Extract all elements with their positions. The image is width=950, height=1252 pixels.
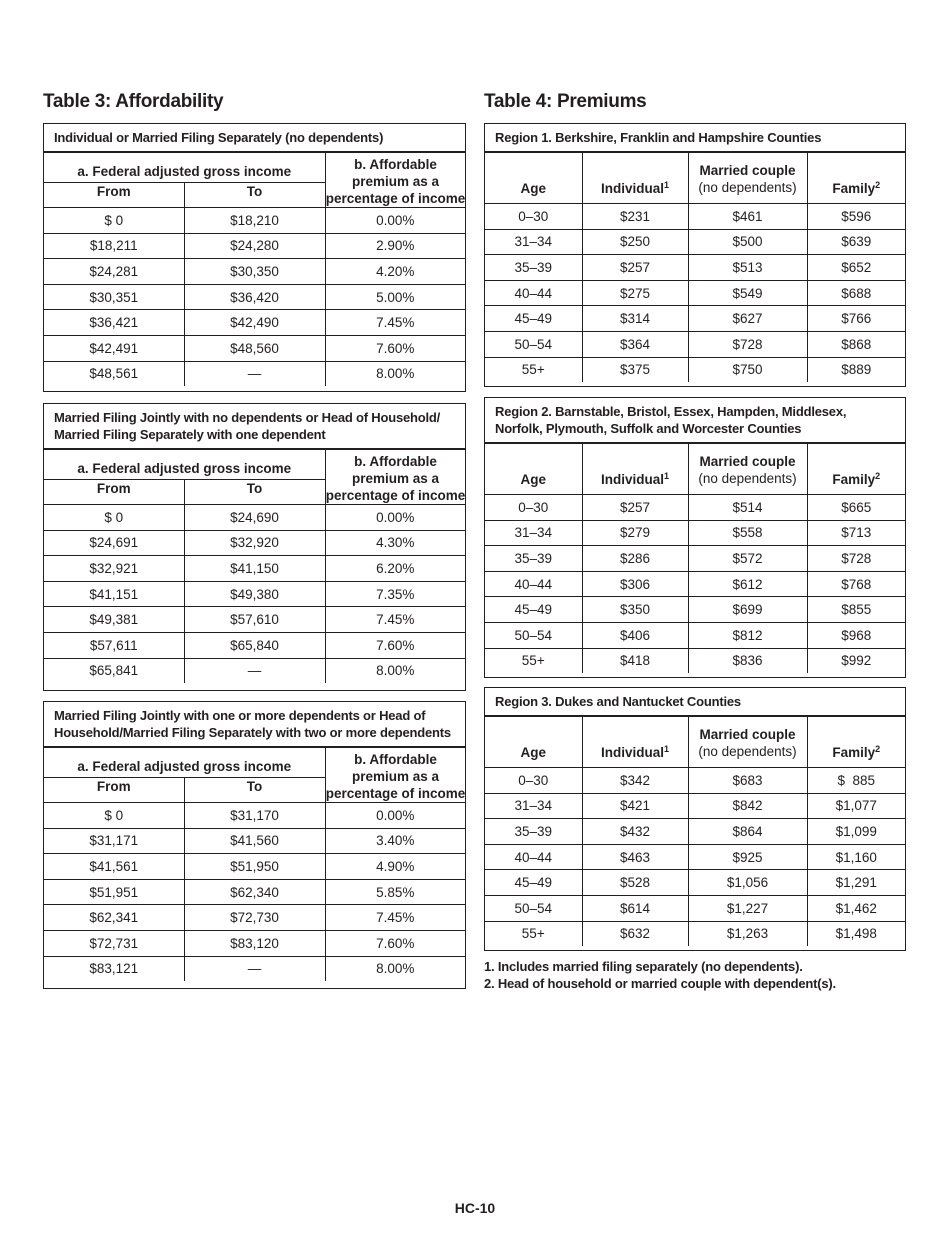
family-header [807,153,905,204]
individual-cell: $231 [582,204,688,230]
from-cell: $57,611 [44,632,184,658]
pct-cell: 8.00% [325,361,465,386]
table-row [44,335,465,361]
individual-cell: $314 [582,306,688,332]
pct-cell: 4.30% [325,530,465,556]
from-header: From [44,480,184,505]
to-header: To [184,183,325,208]
family-cell: $652 [807,255,905,281]
table-row [485,648,905,673]
family-cell: $992 [807,648,905,673]
region-title: Region 2. Barnstable, Bristol, Essex, Hampden, Middlesex, Norfolk, Plymouth, Suffolk and Worcester Counties [485,398,905,443]
individual-cell: $418 [582,648,688,673]
family-cell: $639 [807,229,905,255]
premium-table [485,443,905,673]
premium-region-3 [484,687,906,951]
pct-cell: 7.60% [325,930,465,956]
pct-cell: 7.45% [325,607,465,633]
table-row [485,870,905,896]
individual-cell: $528 [582,870,688,896]
individual-header [582,153,688,204]
family-cell: $968 [807,622,905,648]
age-cell: 55+ [485,357,582,382]
table-row [44,930,465,956]
family-cell: $1,077 [807,793,905,819]
to-cell: — [184,361,325,386]
table-row [485,204,905,230]
footnote-1: 1. Includes married filing separately (no dependents). [484,959,803,974]
pct-cell: 5.00% [325,284,465,310]
col-b-header [325,153,465,208]
affordability-section-3 [43,701,466,989]
from-cell: $32,921 [44,556,184,582]
table-row [485,844,905,870]
page-number: HC-10 [454,1200,496,1216]
married-couple-cell: $728 [688,331,807,357]
married-couple-cell: $461 [688,204,807,230]
pct-cell: 2.90% [325,233,465,259]
age-cell: 45–49 [485,870,582,896]
to-cell: $48,560 [184,335,325,361]
family-cell: $1,160 [807,844,905,870]
age-cell: 40–44 [485,280,582,306]
to-cell: $57,610 [184,607,325,633]
married-couple-label: Married couple [699,454,796,469]
family-cell: $713 [807,520,905,546]
col-a-header: a. Federal adjusted gross income [44,153,325,183]
footnote-marker: 2 [875,744,881,754]
table-row [44,505,465,531]
individual-cell: $250 [582,229,688,255]
to-cell: $65,840 [184,632,325,658]
table-row [485,546,905,572]
col-b-header [325,748,465,803]
to-cell: $72,730 [184,905,325,931]
table-row [44,607,465,633]
age-cell: 0–30 [485,204,582,230]
pct-cell: 5.85% [325,879,465,905]
family-header-text: Family [832,472,876,487]
table-row [485,597,905,623]
individual-cell: $279 [582,520,688,546]
married-couple-cell: $513 [688,255,807,281]
from-cell: $49,381 [44,607,184,633]
col-b-header-text: b. Affordable premium as a percentage of income [325,752,466,801]
affordability-table [44,449,465,683]
individual-header-text: Individual [600,745,664,760]
family-cell: $665 [807,495,905,521]
affordability-section-2 [43,403,466,691]
age-cell: 50–54 [485,895,582,921]
pct-cell: 4.90% [325,854,465,880]
married-couple-cell: $549 [688,280,807,306]
table-row [485,921,905,946]
col-a-header: a. Federal adjusted gross income [44,450,325,480]
age-cell: 0–30 [485,768,582,794]
table-row [485,255,905,281]
table-row [485,229,905,255]
married-couple-cell: $500 [688,229,807,255]
age-header: Age [485,444,582,495]
table-row [44,879,465,905]
individual-cell: $275 [582,280,688,306]
to-cell: $36,420 [184,284,325,310]
married-couple-cell: $612 [688,571,807,597]
pct-cell: 0.00% [325,803,465,829]
from-cell: $65,841 [44,658,184,683]
col-b-header-text: b. Affordable premium as a percentage of income [325,157,466,206]
footnote-marker: 2 [875,180,881,190]
family-cell: $688 [807,280,905,306]
individual-cell: $463 [582,844,688,870]
from-cell: $ 0 [44,803,184,829]
table-row [485,357,905,382]
to-cell: — [184,658,325,683]
married-couple-label: Married couple [699,163,796,178]
affordability-table [44,152,465,386]
footnote-marker: 1 [664,744,670,754]
married-couple-sublabel: (no dependents) [698,180,797,195]
from-cell: $72,731 [44,930,184,956]
region-title: Region 1. Berkshire, Franklin and Hampshire Counties [485,124,905,152]
affordability-section-1 [43,123,466,392]
married-couple-cell: $750 [688,357,807,382]
pct-cell: 0.00% [325,208,465,234]
family-cell: $889 [807,357,905,382]
married-couple-sublabel: (no dependents) [698,744,797,759]
pct-cell: 4.20% [325,259,465,285]
age-cell: 0–30 [485,495,582,521]
table-row [44,361,465,386]
from-cell: $83,121 [44,956,184,981]
individual-cell: $257 [582,495,688,521]
age-cell: 40–44 [485,571,582,597]
table-row [44,530,465,556]
to-cell: $24,280 [184,233,325,259]
table-row [44,259,465,285]
table4-title: Table 4: Premiums [484,91,647,112]
age-cell: 35–39 [485,546,582,572]
from-cell: $62,341 [44,905,184,931]
table-row [485,280,905,306]
table-row [44,658,465,683]
from-cell: $31,171 [44,828,184,854]
married-couple-cell: $627 [688,306,807,332]
table-row [485,520,905,546]
age-cell: 31–34 [485,520,582,546]
married-couple-cell: $558 [688,520,807,546]
age-cell: 40–44 [485,844,582,870]
from-cell: $24,691 [44,530,184,556]
table-row [44,828,465,854]
family-header [807,717,905,768]
table-row [44,310,465,336]
table-row [485,331,905,357]
age-cell: 31–34 [485,229,582,255]
from-cell: $18,211 [44,233,184,259]
from-cell: $41,561 [44,854,184,880]
individual-header-text: Individual [600,181,664,196]
to-cell: $18,210 [184,208,325,234]
family-cell: $1,291 [807,870,905,896]
footnote-marker: 1 [664,471,670,481]
pct-cell: 7.35% [325,581,465,607]
table-row [44,905,465,931]
individual-cell: $421 [582,793,688,819]
age-header: Age [485,717,582,768]
from-cell: $42,491 [44,335,184,361]
age-cell: 45–49 [485,597,582,623]
table-row [44,854,465,880]
married-couple-cell: $1,227 [688,895,807,921]
from-cell: $48,561 [44,361,184,386]
to-cell: $41,150 [184,556,325,582]
table-row [485,895,905,921]
married-couple-cell: $1,056 [688,870,807,896]
family-cell: $1,099 [807,819,905,845]
individual-cell: $306 [582,571,688,597]
pct-cell: 7.45% [325,310,465,336]
family-header-text: Family [832,181,876,196]
married-couple-cell: $1,263 [688,921,807,946]
age-cell: 50–54 [485,331,582,357]
footnote-marker: 2 [875,471,881,481]
married-couple-cell: $699 [688,597,807,623]
table3-title: Table 3: Affordability [43,91,224,112]
to-cell: $49,380 [184,581,325,607]
col-b-header [325,450,465,505]
from-cell: $41,151 [44,581,184,607]
from-cell: $ 0 [44,208,184,234]
married-couple-cell: $514 [688,495,807,521]
pct-cell: 0.00% [325,505,465,531]
table-row [485,306,905,332]
age-cell: 45–49 [485,306,582,332]
table-row [44,581,465,607]
to-cell: $24,690 [184,505,325,531]
age-cell: 35–39 [485,819,582,845]
individual-cell: $614 [582,895,688,921]
from-cell: $24,281 [44,259,184,285]
family-cell: $766 [807,306,905,332]
premium-region-1 [484,123,906,387]
family-cell: $728 [807,546,905,572]
pct-cell: 3.40% [325,828,465,854]
table-row [44,803,465,829]
table-row [44,233,465,259]
section-title: Individual or Married Filing Separately (no dependents) [44,124,465,152]
pct-cell: 6.20% [325,556,465,582]
table-row [485,819,905,845]
from-cell: $36,421 [44,310,184,336]
section-title: Married Filing Jointly with one or more dependents or Head of Household/Married Filing Separately with two or more dependents [44,702,465,747]
age-cell: 50–54 [485,622,582,648]
married-couple-label: Married couple [699,727,796,742]
table-row [485,622,905,648]
married-couple-header [688,717,807,768]
table-row [485,495,905,521]
married-couple-header [688,444,807,495]
individual-cell: $342 [582,768,688,794]
individual-cell: $286 [582,546,688,572]
family-header [807,444,905,495]
individual-cell: $364 [582,331,688,357]
premium-table [485,716,905,946]
affordability-table [44,747,465,981]
to-header: To [184,778,325,803]
table-row [44,632,465,658]
to-cell: $83,120 [184,930,325,956]
individual-cell: $257 [582,255,688,281]
married-couple-cell: $683 [688,768,807,794]
to-header: To [184,480,325,505]
age-cell: 55+ [485,921,582,946]
age-cell: 55+ [485,648,582,673]
married-couple-cell: $836 [688,648,807,673]
to-cell: $42,490 [184,310,325,336]
individual-cell: $432 [582,819,688,845]
premium-table [485,152,905,382]
to-cell: $30,350 [184,259,325,285]
married-couple-cell: $864 [688,819,807,845]
table-row [44,556,465,582]
to-cell: $62,340 [184,879,325,905]
table-row [44,208,465,234]
family-cell: $596 [807,204,905,230]
individual-cell: $406 [582,622,688,648]
married-couple-cell: $925 [688,844,807,870]
table-row [485,571,905,597]
married-couple-header [688,153,807,204]
age-header: Age [485,153,582,204]
col-a-header: a. Federal adjusted gross income [44,748,325,778]
family-cell: $855 [807,597,905,623]
region-title: Region 3. Dukes and Nantucket Counties [485,688,905,716]
individual-header-text: Individual [600,472,664,487]
age-cell: 35–39 [485,255,582,281]
from-cell: $ 0 [44,505,184,531]
married-couple-sublabel: (no dependents) [698,471,797,486]
family-header-text: Family [832,745,876,760]
footnote-marker: 1 [664,180,670,190]
table-row [44,956,465,981]
individual-cell: $375 [582,357,688,382]
individual-cell: $632 [582,921,688,946]
pct-cell: 8.00% [325,956,465,981]
married-couple-cell: $572 [688,546,807,572]
pct-cell: 7.60% [325,632,465,658]
col-b-header-text: b. Affordable premium as a percentage of income [325,454,466,503]
family-cell: $1,498 [807,921,905,946]
age-cell: 31–34 [485,793,582,819]
family-cell: $ 885 [807,768,905,794]
premium-region-2 [484,397,906,678]
to-cell: $41,560 [184,828,325,854]
individual-header [582,717,688,768]
table-row [44,284,465,310]
from-header: From [44,778,184,803]
individual-header [582,444,688,495]
from-cell: $51,951 [44,879,184,905]
family-cell: $768 [807,571,905,597]
married-couple-cell: $812 [688,622,807,648]
footnotes [484,958,836,992]
pct-cell: 8.00% [325,658,465,683]
individual-cell: $350 [582,597,688,623]
pct-cell: 7.60% [325,335,465,361]
pct-cell: 7.45% [325,905,465,931]
to-cell: $51,950 [184,854,325,880]
footnote-2: 2. Head of household or married couple with dependent(s). [484,976,836,991]
to-cell: — [184,956,325,981]
to-cell: $32,920 [184,530,325,556]
to-cell: $31,170 [184,803,325,829]
from-header: From [44,183,184,208]
married-couple-cell: $842 [688,793,807,819]
section-title: Married Filing Jointly with no dependents or Head of Household/ Married Filing Separately with one dependent [44,404,465,449]
family-cell: $868 [807,331,905,357]
from-cell: $30,351 [44,284,184,310]
family-cell: $1,462 [807,895,905,921]
table-row [485,793,905,819]
table-row [485,768,905,794]
